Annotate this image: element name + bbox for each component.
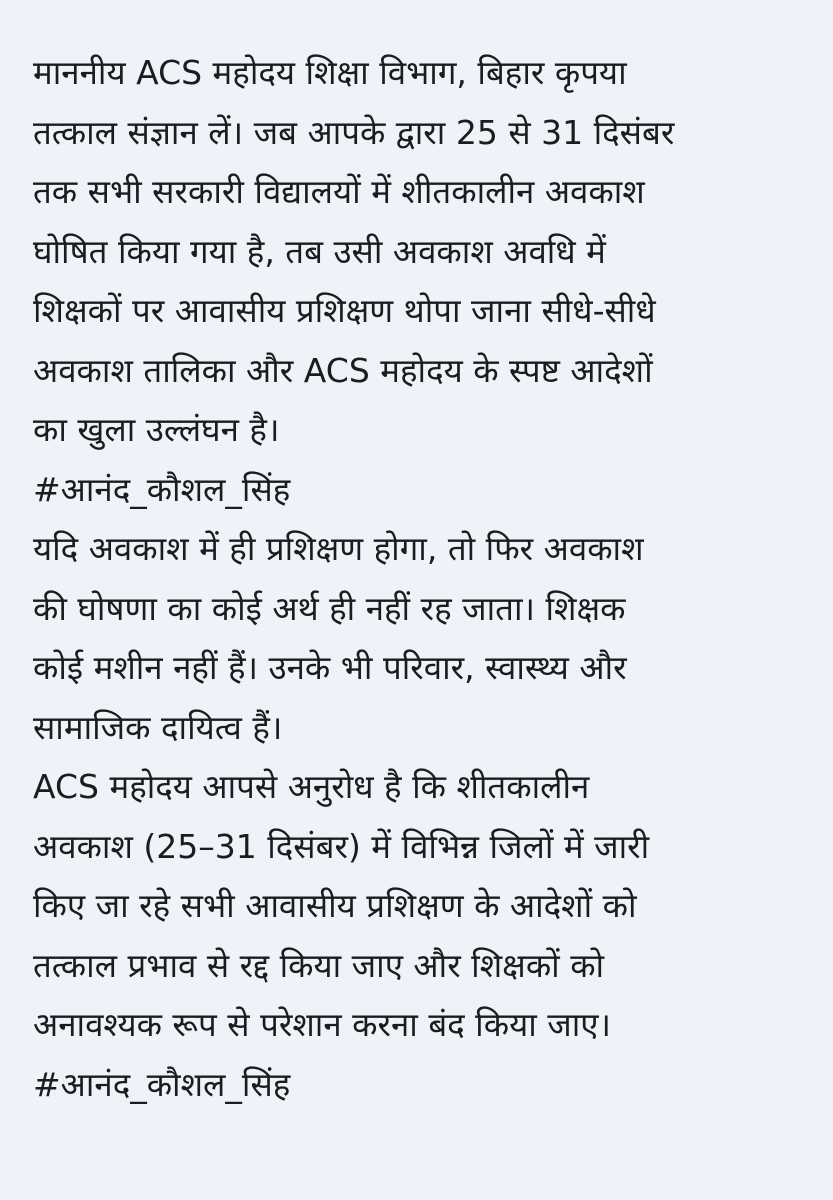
post-line: घोषित किया गया है, तब उसी अवकाश अवधि में (33, 231, 606, 271)
post-line: यदि अवकाश में ही प्रशिक्षण होगा, तो फिर अवकाश (33, 529, 644, 568)
post-line: तक सभी सरकारी विद्यालयों में शीतकालीन अवकाश (33, 172, 645, 211)
post-line: माननीय ACS महोदय शिक्षा विभाग, बिहार कृपया (33, 53, 627, 92)
post-line: किए जा रहे सभी आवासीय प्रशिक्षण के आदेशों को (33, 886, 637, 925)
post-body (33, 43, 813, 1114)
post-line: तत्काल संज्ञान लें। जब आपके द्वारा 25 से 31 दिसंबर (33, 112, 675, 152)
post-line: कोई मशीन नहीं हैं। उनके भी परिवार, स्वास्थ्य और (33, 648, 627, 687)
post-line: तत्काल प्रभाव से रद्द किया जाए और शिक्षकों को (33, 945, 605, 985)
post-line: अवकाश तालिका और ACS महोदय के स्पष्ट आदेशों (33, 350, 653, 390)
post-line: अवकाश (25–31 दिसंबर) में विभिन्न जिलों में जारी (33, 826, 650, 866)
hashtag-link[interactable]: #आनंद_कौशल_सिंह (33, 469, 291, 509)
post-line: सामाजिक दायित्व हैं। (33, 707, 283, 747)
post-line: की घोषणा का कोई अर्थ ही नहीं रह जाता। शिक्षक (33, 588, 626, 628)
post-line: ACS महोदय आपसे अनुरोध है कि शीतकालीन (33, 767, 590, 806)
post-line: अनावश्यक रूप से परेशान करना बंद किया जाए। (33, 1005, 612, 1044)
post-line: शिक्षकों पर आवासीय प्रशिक्षण थोपा जाना सीधे-सीधे (33, 291, 656, 330)
hashtag-link[interactable]: #आनंद_कौशल_सिंह (33, 1064, 291, 1104)
post-line: का खुला उल्लंघन है। (33, 410, 280, 449)
